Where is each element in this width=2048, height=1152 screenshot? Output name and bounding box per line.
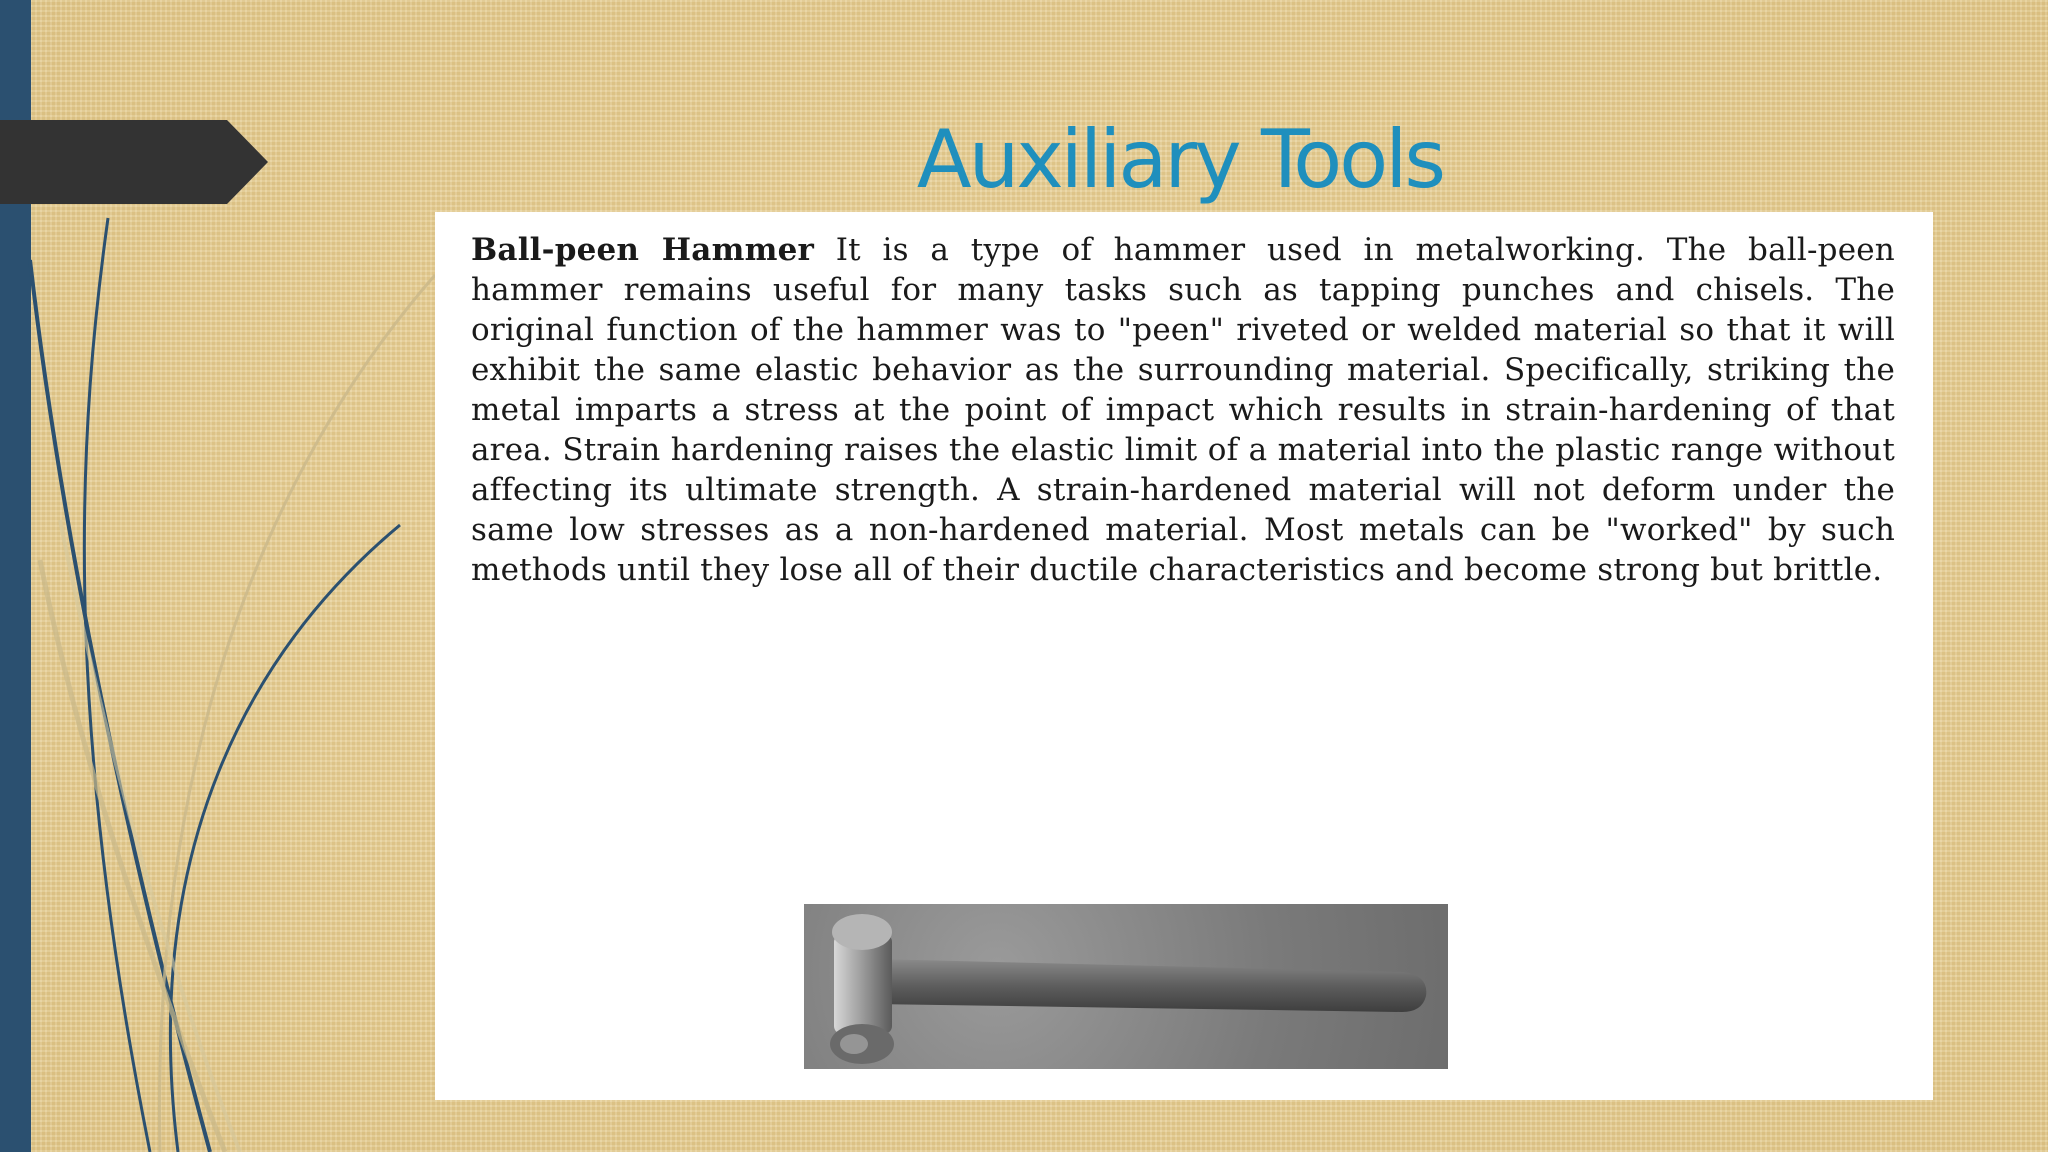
body-paragraph	[471, 230, 1895, 590]
slide-title: Auxiliary Tools	[916, 113, 1444, 206]
arrow-tab-decoration	[0, 120, 268, 204]
body-lead-term: Ball-peen Hammer	[471, 232, 815, 268]
content-panel	[435, 212, 1933, 1100]
body-text: It is a type of hammer used in metalworking. The ball-peen hammer remains useful for many tasks such as tapping punches and chisels. The original function of the hammer was to "peen" riveted or welded material so that it will exhibit the same elastic behavior as the surrounding material. Specifically, striking the metal imparts a stress at the point of impact which results in strain-hardening of that area. Strain hardening raises the elastic limit of a material into the plastic range without affecting its ultimate strength. A strain-hardened material will not deform under the same low stresses as a non-hardened material. Most metals can be "worked" by such methods until they lose all of their ductile characteristics and become strong but brittle.	[471, 232, 1895, 588]
ball-peen-hammer-photo	[804, 904, 1448, 1069]
